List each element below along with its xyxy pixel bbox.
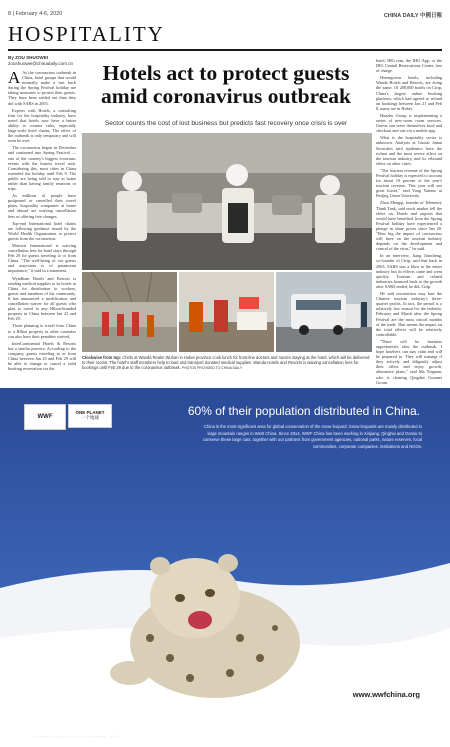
drop-cap: A <box>8 70 21 87</box>
headline: Hotels act to protect guests amid coronavirus outbreak <box>100 61 352 108</box>
ad-credit: © Antonio Geographic Stock / Steve Winter / WWF <box>34 735 120 739</box>
paragraph: As millions of people have postponed or cancelled their travel plans, hospitality companies at home and abroad are waiving cancellation fees or offering free changes. <box>8 193 76 219</box>
wwf-logo-text: WWF <box>37 414 53 420</box>
paragraph: The coronavirus began in December and continued into Spring Festival — one of the country's biggest economic events with the busiest travel rush. Considering this, most cities in China extended the holiday until Feb 9. The public are being told to stay at home rather than having family reunions or trips. <box>8 145 76 192</box>
lobby-illustration <box>82 272 177 352</box>
caption-credit: PHOTOS PROVIDED TO CHINA DAILY <box>181 366 243 371</box>
paragraph: Marriott International is waiving cancellation fees for hotel stays through Feb 29 for guests traveling to or from China. "The well-being of our guests and associates is of paramount importance," it said in a statement. <box>8 243 76 274</box>
paragraph: Top-end International hotel chains are following guidance issued by the World Health Organization to protect guests from the coronavirus. <box>8 220 76 241</box>
paragraph: Wyndham Hotels and Resorts is sending medical supplies to its hotels in China for distribution to workers, guests and members of the community. It has announced a modification and cancellation waiver for all guests who plan to travel to any Hilton-branded property in China between Jan 23 and Feb 29. <box>8 275 76 322</box>
byline <box>8 55 78 67</box>
van-photo <box>276 272 372 352</box>
paragraph: Zhou Mengqi, founder of Telemetry Think Tank, said stock market fell the effect on. Hotels and airports that would have benefited from the Spring Festival holiday have experienced a plunge in share prices since Jan 20. "How big the impact of coronavirus will have on the tourism industry depends on the development and control of the virus," he said. <box>376 200 442 252</box>
lobby-photo <box>82 272 177 352</box>
paragraph: As the coronavirus outbreak in China, hotel groups that would normally make a fast buck during the Spring Festival holiday are taking measures to protect their guests. They have been settled out than they did with SARS in 2003. <box>8 70 76 106</box>
paragraph: Homegrown hotels, including Wanda Hotels and Resorts, are doing the same. Of 200,000 hotels on Ctrip, China's largest online booking platform, which had agreed to refund on bookings between Jan 21 and Feb 8, many are in Hubei. <box>376 75 442 111</box>
ad-url[interactable]: www.wwfchina.org <box>352 690 420 699</box>
paper-name: CHINA DAILY 中國日報 <box>383 13 442 19</box>
ad-body: China is the most significant area for global conservation of the snow leopard. Snow leopards are mainly distributed in large mountain ranges in West China. Since 2014, WWF China has been working in Xinjiang, Qinghai and Gansu to conserve these large cats, together with our partners from government agencies, national parks, nature reserves, local communities, corporate companies, institutions and NGOs. <box>202 424 422 449</box>
wwf-logo <box>24 404 66 430</box>
paragraph: He said coronavirus may hurt the Chinese tourism industry's three-quarter profits. In fact, the period is a relatively low season for the industry. February and March after the Spring Festival are the most critical months of the trade. That means the impact on the total effects will be relatively controllable. <box>376 291 442 337</box>
photo-caption <box>82 355 372 372</box>
packing-photo <box>179 272 274 352</box>
byline-email: zoushuowei@chinadaily.com.cn <box>8 61 74 66</box>
article-column-2 <box>376 58 442 384</box>
paragraph: In an interview, Jiang Jiancheng, co-founder of Ctrip, said that back in 2003, SARS was a blow to the entire industry but its effects came and went quickly. Tourism and related industries bounced back to the growth after SARS ended, he did. Ctrip. <box>376 253 442 289</box>
paragraph: "The tourism revenue of the Spring Festival holiday is expected to account for about 10 percent of the year's tourism revenue. This year will see great losses," said Yang Yanxue at Beijing Union University. <box>376 167 442 199</box>
paragraph: hotel, IHG.com, the IHG App, or the IHG Central Reservations Center, free of charge. <box>376 58 442 74</box>
caption-text: Chefs at Wanda Realm Wuhan in Hubei province cook lunch for front-line doctors and nurses staying at the hotel, which will be delivered to their rooms. The hotel's staff members help to load and transport donated medical supplies. Wanda Hotels and Resorts is waiving cancellation fees for bookings until Feb 29 due to the coronavirus outbreak. <box>82 355 370 371</box>
article-column-1 <box>8 70 76 390</box>
page-date: 8 | February 4-6, 2020 <box>8 11 63 17</box>
byline-name: By ZOU SHUOWEI <box>8 55 49 60</box>
paragraph: Huazhu Group is implementing a series of new-room room services. Guests can serve themselves food and checkout and can via a mobile app. <box>376 112 442 134</box>
paragraph: InterContinental Hotels & Resorts has a similar practice. According to the company, guests traveling to or from China between Jan 23 and Feb 29 will be able to change or cancel a valid booking reservation via the <box>8 340 76 372</box>
subhead: Sector counts the cost of lost business but predicts fast recovery once crisis is over <box>104 120 348 127</box>
one-planet-logo <box>68 404 112 428</box>
van-illustration <box>276 272 372 352</box>
paragraph: What is the hospitality sector is unknown. Analysts at Guotai Junan Securities said epidemics have the richest and the most severe effect on the tourism industry, and its rebound effect on other cities. <box>376 135 442 166</box>
kitchen-illustration <box>82 133 372 270</box>
caption-lead: Clockwise from top: <box>82 355 122 360</box>
paragraph: "There will be business opportunities after the outbreak. I hope hoteliers can stay calm and will be prepared to. They will manage if they actively and diligently adjust their offers and enjoy growth, alternative plans," said Ma Yingnan, who is chairing Qingdao Guomei Group. <box>376 338 442 384</box>
paragraph: Those planning to travel from China to a Hilton property in other countries can also have their penalties waived. <box>8 323 76 339</box>
section-title: HOSPITALITY <box>8 22 165 46</box>
packing-illustration <box>179 272 274 352</box>
page-header <box>8 8 442 20</box>
paragraph: Experts with Hotels, a consulting firm for the hospitality industry, have noted that hotels now have a better ability to counter risks, especially large-scale hotel chains. The effect of the outbreak is only temporary and will soon be over. <box>8 107 76 144</box>
kitchen-photo <box>82 133 372 270</box>
ad-title: 60% of their population distributed in China. <box>187 404 420 418</box>
one-planet-cn-text: 一个地球 <box>81 415 99 420</box>
section-rule <box>8 49 442 51</box>
one-planet-text: ONE PLANET <box>75 410 105 415</box>
